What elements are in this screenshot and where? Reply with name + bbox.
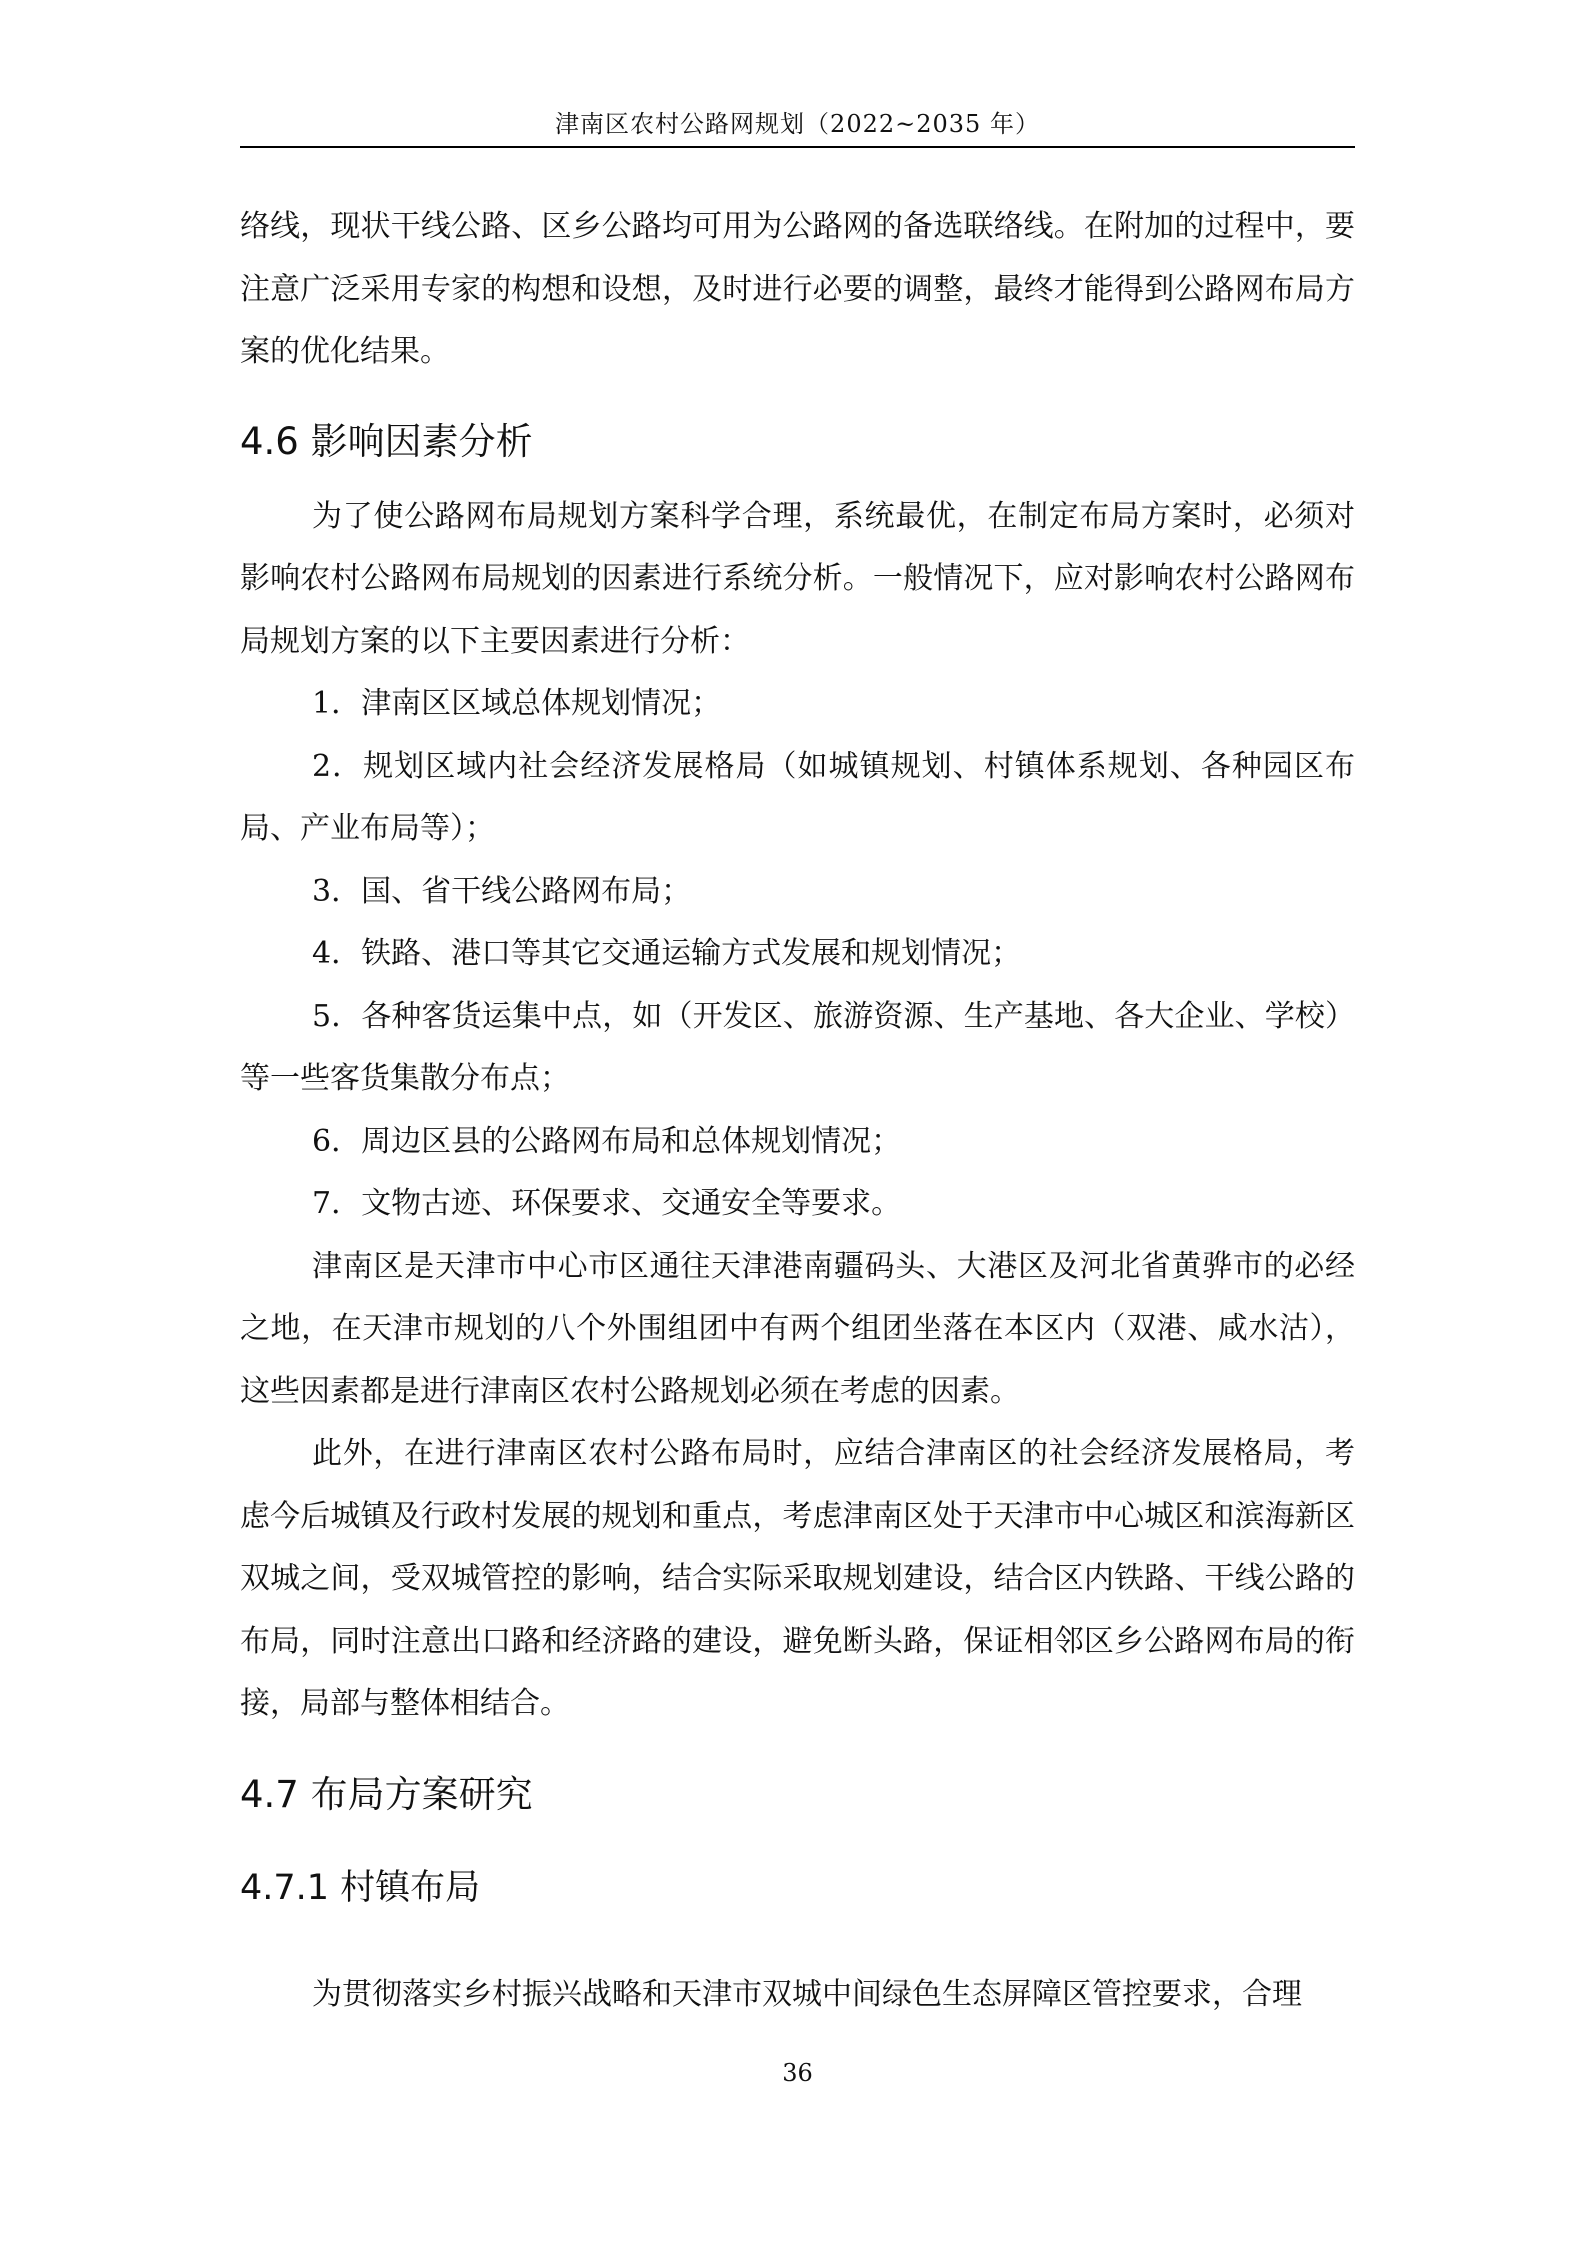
paragraph-additionally: 此外，在进行津南区农村公路布局时，应结合津南区的社会经济发展格局，考虑今后城镇及行政村发展的规划和重点，考虑津南区处于天津市中心城区和滨海新区双城之间，受双城管控的影响，结合实际采取规划建设，结合区内铁路、干线公路的布局，同时注意出口路和经济路的建设，避免断头路，保证相邻区乡公路网布局的衔接，局部与整体相结合。 (240, 1436, 1355, 1721)
paragraph-continuation: 络线，现状干线公路、区乡公路均可用为公路网的备选联络线。在附加的过程中，要注意广泛采用专家的构想和设想，及时进行必要的调整，最终才能得到公路网布局方案的优化结果。 (240, 209, 1355, 369)
list-item-3: 3．国、省干线公路网布局； (312, 873, 692, 909)
list-item-2: 2．规划区域内社会经济发展格局（如城镇规划、村镇体系规划、各种园区布局、产业布局等）； (240, 748, 1355, 846)
list-item-6: 6．周边区县的公路网布局和总体规划情况； (312, 1123, 902, 1159)
page-content (240, 196, 1355, 2026)
section-heading-4-7: 4.7 布局方案研究 (240, 1772, 533, 1816)
running-header-title: 津南区农村公路网规划（2022~2035 年） (555, 110, 1040, 138)
section-heading-4-6: 4.6 影响因素分析 (240, 419, 533, 463)
subsection-heading-4-7-1: 4.7.1 村镇布局 (240, 1867, 481, 1908)
paragraph-village-layout: 为贯彻落实乡村振兴战略和天津市双城中间绿色生态屏障区管控要求，合理 (312, 1976, 1302, 2012)
list-item-7: 7．文物古迹、环保要求、交通安全等要求。 (312, 1186, 902, 1221)
paragraph-jinnan-location: 津南区是天津市中心市区通往天津港南疆码头、大港区及河北省黄骅市的必经之地，在天津市规划的八个外围组团中有两个组团坐落在本区内（双港、咸水沽），这些因素都是进行津南区农村公路规划必须在考虑的因素。 (240, 1248, 1355, 1409)
page-number: 36 (782, 2059, 813, 2087)
list-item-4: 4．铁路、港口等其它交通运输方式发展和规划情况； (312, 936, 1022, 971)
paragraph-intro: 为了使公路网布局规划方案科学合理，系统最优，在制定布局方案时，必须对影响农村公路网布局规划的因素进行系统分析。一般情况下，应对影响农村公路网布局规划方案的以下主要因素进行分析： (240, 498, 1355, 659)
header-rule (240, 146, 1355, 148)
list-item-1: 1．津南区区域总体规划情况； (312, 686, 722, 721)
list-item-5: 5．各种客货运集中点，如（开发区、旅游资源、生产基地、各大企业、学校）等一些客货集散分布点； (240, 998, 1355, 1096)
